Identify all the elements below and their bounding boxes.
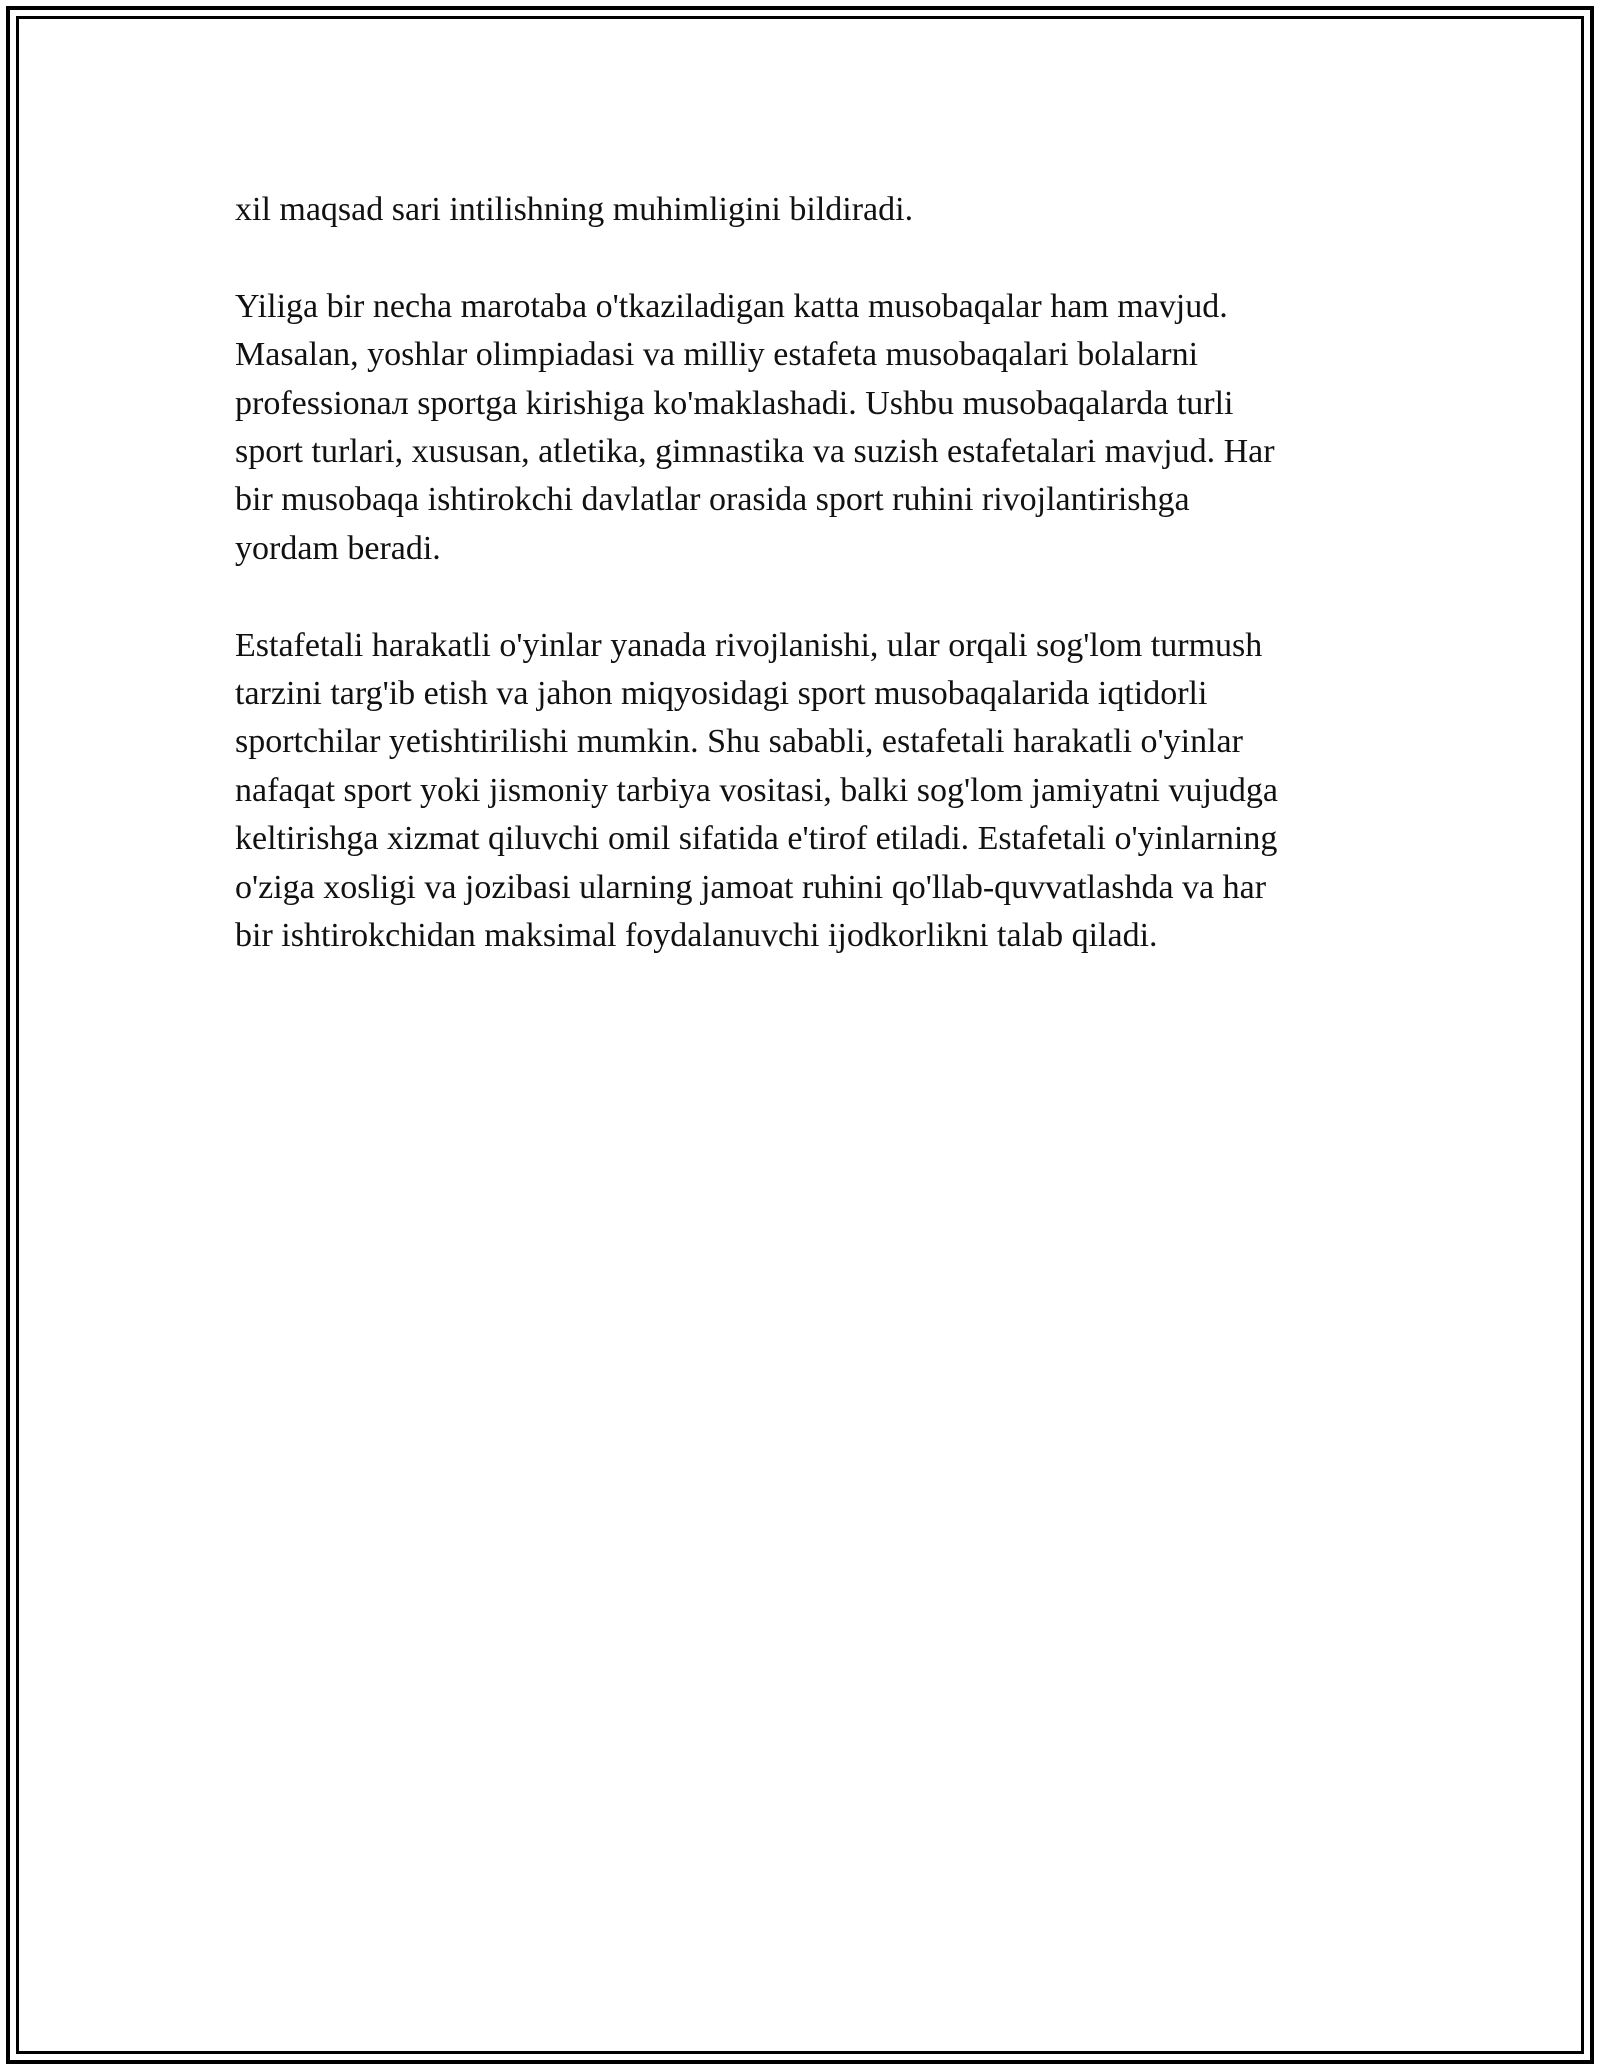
paragraph-relay-games: Estafetali harakatli o'yinlar yanada rivojlanishi, ular orqali sog'lom turmush tarzini targ'ib etish va jahon miqyosidagi sport musobaqalarida iqtidorli sportchilar yetishtirilishi mumkin. Shu sababli, estafetali harakatli o'yinlar nafaqat sport yoki jismoniy tarbiya vositasi, balki sog'lom jamiyatni vujudga keltirishga xizmat qiluvchi omil sifatida e'tirof etiladi. Estafetali o'yinlarning o'ziga xosligi va jozibasi ularning jamoat ruhini qo'llab-quvvatlashda va har bir ishtirokchidan maksimal foydalanuvchi ijodkorlikni talab qiladi. [235, 626, 1278, 955]
paragraph-competitions: Yiliga bir necha marotaba o'tkaziladigan katta musobaqalar ham mavjud. Masalan, yoshlar olimpiadasi va milliy estafeta musobaqalari bolalarni professionaл sportga kirishiga ko'maklashadi. Ushbu musobaqalarda turli sport turlari, xususan, atletika, gimnastika va suzish estafetalari mavjud. Har bir musobaqa ishtirokchi davlatlar orasida sport ruhini rivojlantirishga yordam beradi. [235, 287, 1275, 567]
paragraph-continuation: xil maqsad sari intilishning muhimligini bildiradi. [235, 191, 914, 228]
document-body [235, 186, 1375, 1009]
